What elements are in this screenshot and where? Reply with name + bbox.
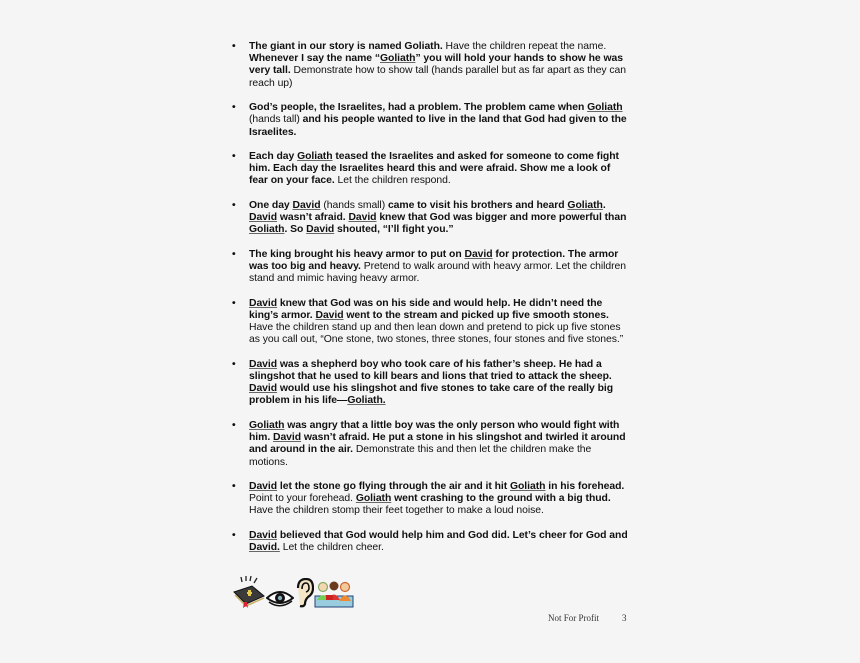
ear-icon bbox=[294, 578, 314, 608]
text-segment: One day bbox=[249, 199, 293, 211]
name-emphasis: David bbox=[249, 358, 278, 370]
list-item bbox=[228, 41, 628, 90]
text-segment: Point to your forehead. bbox=[249, 493, 356, 505]
text-segment: would use his slingshot and five stones to take care of the really big problem in his life— bbox=[249, 383, 613, 407]
list-item bbox=[228, 249, 628, 286]
name-emphasis: David bbox=[292, 199, 321, 211]
text-segment: Let the children respond. bbox=[334, 175, 451, 187]
text-segment: let the stone go flying through the air and it hit bbox=[277, 481, 510, 493]
name-emphasis: David bbox=[249, 297, 278, 309]
page-number: 3 bbox=[622, 613, 627, 623]
text-segment: believed that God would help him and God did. Let’s cheer for God and bbox=[277, 529, 628, 541]
name-emphasis: David bbox=[249, 481, 278, 493]
text-segment: (hands tall) bbox=[249, 114, 303, 126]
list-item bbox=[228, 530, 628, 554]
text-segment: went crashing to the ground with a big thud. bbox=[391, 493, 611, 505]
name-emphasis: Goliath bbox=[249, 419, 285, 431]
footer-text: Not For Profit bbox=[548, 613, 600, 623]
text-segment: ” you will hold your hands to show he was very tall. bbox=[249, 53, 623, 77]
text-segment: knew that God was bigger and more powerful than bbox=[376, 212, 627, 224]
bullet-marker: • bbox=[232, 199, 236, 211]
bullet-marker: • bbox=[232, 529, 236, 541]
text-segment: wasn’t afraid. He put a stone in his slingshot and twirled it around and around in the air. bbox=[249, 432, 626, 456]
text-segment: was angry that a little boy was the only person who would fight with him. bbox=[249, 419, 620, 444]
bullet-marker: • bbox=[232, 358, 236, 370]
bullet-marker: • bbox=[232, 297, 236, 309]
name-emphasis: David bbox=[249, 383, 278, 395]
name-emphasis: Goliath. bbox=[347, 395, 386, 407]
name-emphasis: David. bbox=[249, 542, 280, 554]
name-emphasis: David bbox=[315, 309, 344, 321]
text-segment: The king brought his heavy armor to put on bbox=[249, 248, 465, 260]
text-segment: came to visit his brothers and heard bbox=[387, 199, 568, 211]
text-segment: Have the children stand up and then lean down and pretend to pick up five stones as you call out, “One stone, two stones, three stones, four stones and five stones.” bbox=[249, 322, 624, 346]
name-emphasis: Goliath bbox=[249, 224, 285, 236]
name-emphasis: Goliath bbox=[509, 481, 546, 493]
bullet-marker: • bbox=[232, 419, 236, 431]
name-emphasis: David bbox=[348, 212, 377, 224]
bible-icon bbox=[232, 576, 266, 608]
name-emphasis: David bbox=[306, 224, 335, 236]
senses-icon-strip bbox=[232, 576, 354, 608]
bullet-marker: • bbox=[232, 151, 236, 163]
text-segment: Each day bbox=[249, 151, 298, 163]
text-segment: God’s people, the Israelites, had a problem. The problem came when bbox=[249, 102, 588, 114]
text-segment: . So bbox=[284, 224, 307, 236]
story-bullet-list bbox=[228, 41, 628, 567]
list-item bbox=[228, 151, 628, 188]
text-segment: Whenever I say the name “ bbox=[249, 53, 380, 65]
name-emphasis: David bbox=[464, 248, 493, 260]
list-item bbox=[228, 359, 628, 408]
bullet-marker: • bbox=[232, 102, 236, 114]
text-segment: Let the children cheer. bbox=[279, 542, 384, 554]
name-emphasis: Goliath bbox=[587, 102, 623, 114]
text-segment: (hands small) bbox=[320, 199, 388, 211]
text-segment: teased the Israelites and asked for someone to come fight him. Each day the Israelites heard this and were afraid. Show me a look of fear on your face. bbox=[249, 151, 619, 187]
list-item bbox=[228, 420, 628, 469]
text-segment: was a shepherd boy who took care of his father’s sheep. He had a slingshot that he used to kill bears and lions that tried to attack the sheep. bbox=[249, 358, 612, 383]
name-emphasis: Goliath bbox=[355, 493, 392, 505]
name-emphasis: Goliath bbox=[567, 199, 603, 211]
children-reading-icon bbox=[314, 580, 354, 608]
list-item bbox=[228, 200, 628, 237]
text-segment: Have the children stomp their feet together to make a loud noise. bbox=[249, 505, 544, 517]
bullet-marker: • bbox=[232, 481, 236, 493]
list-item bbox=[228, 298, 628, 347]
text-segment: wasn’t afraid. bbox=[277, 212, 349, 224]
text-segment: . bbox=[602, 199, 606, 211]
bullet-marker: • bbox=[232, 41, 236, 52]
text-segment: in his forehead. bbox=[545, 481, 625, 493]
name-emphasis: David bbox=[249, 529, 278, 541]
list-item bbox=[228, 102, 628, 139]
name-emphasis: Goliath bbox=[380, 53, 416, 65]
text-segment: for protection. The armor was too big and heavy. bbox=[249, 248, 619, 273]
eye-icon bbox=[266, 586, 294, 608]
text-segment: went to the stream and picked up five smooth stones. bbox=[343, 309, 609, 321]
text-segment: The giant in our story is named Goliath. bbox=[249, 41, 443, 52]
text-segment: Demonstrate this and then let the children make the motions. bbox=[249, 444, 592, 468]
text-segment: shouted, “I’ll fight you.” bbox=[334, 224, 454, 236]
text-segment: Demonstrate how to show tall (hands parallel but as far apart as they can reach up) bbox=[249, 65, 627, 89]
name-emphasis: David bbox=[249, 212, 278, 224]
text-segment: knew that God was on his side and would help. He didn’t need the king’s armor. bbox=[249, 297, 603, 321]
text-segment: Have the children repeat the name. bbox=[442, 41, 607, 52]
text-segment: Pretend to walk around with heavy armor. Let the children stand and mimic having heavy armor. bbox=[249, 261, 626, 285]
name-emphasis: Goliath bbox=[297, 151, 333, 163]
text-segment: and his people wanted to live in the land that God had given to the Israelites. bbox=[249, 114, 627, 138]
list-item bbox=[228, 481, 628, 518]
name-emphasis: David bbox=[273, 432, 302, 444]
bullet-marker: • bbox=[232, 248, 236, 260]
